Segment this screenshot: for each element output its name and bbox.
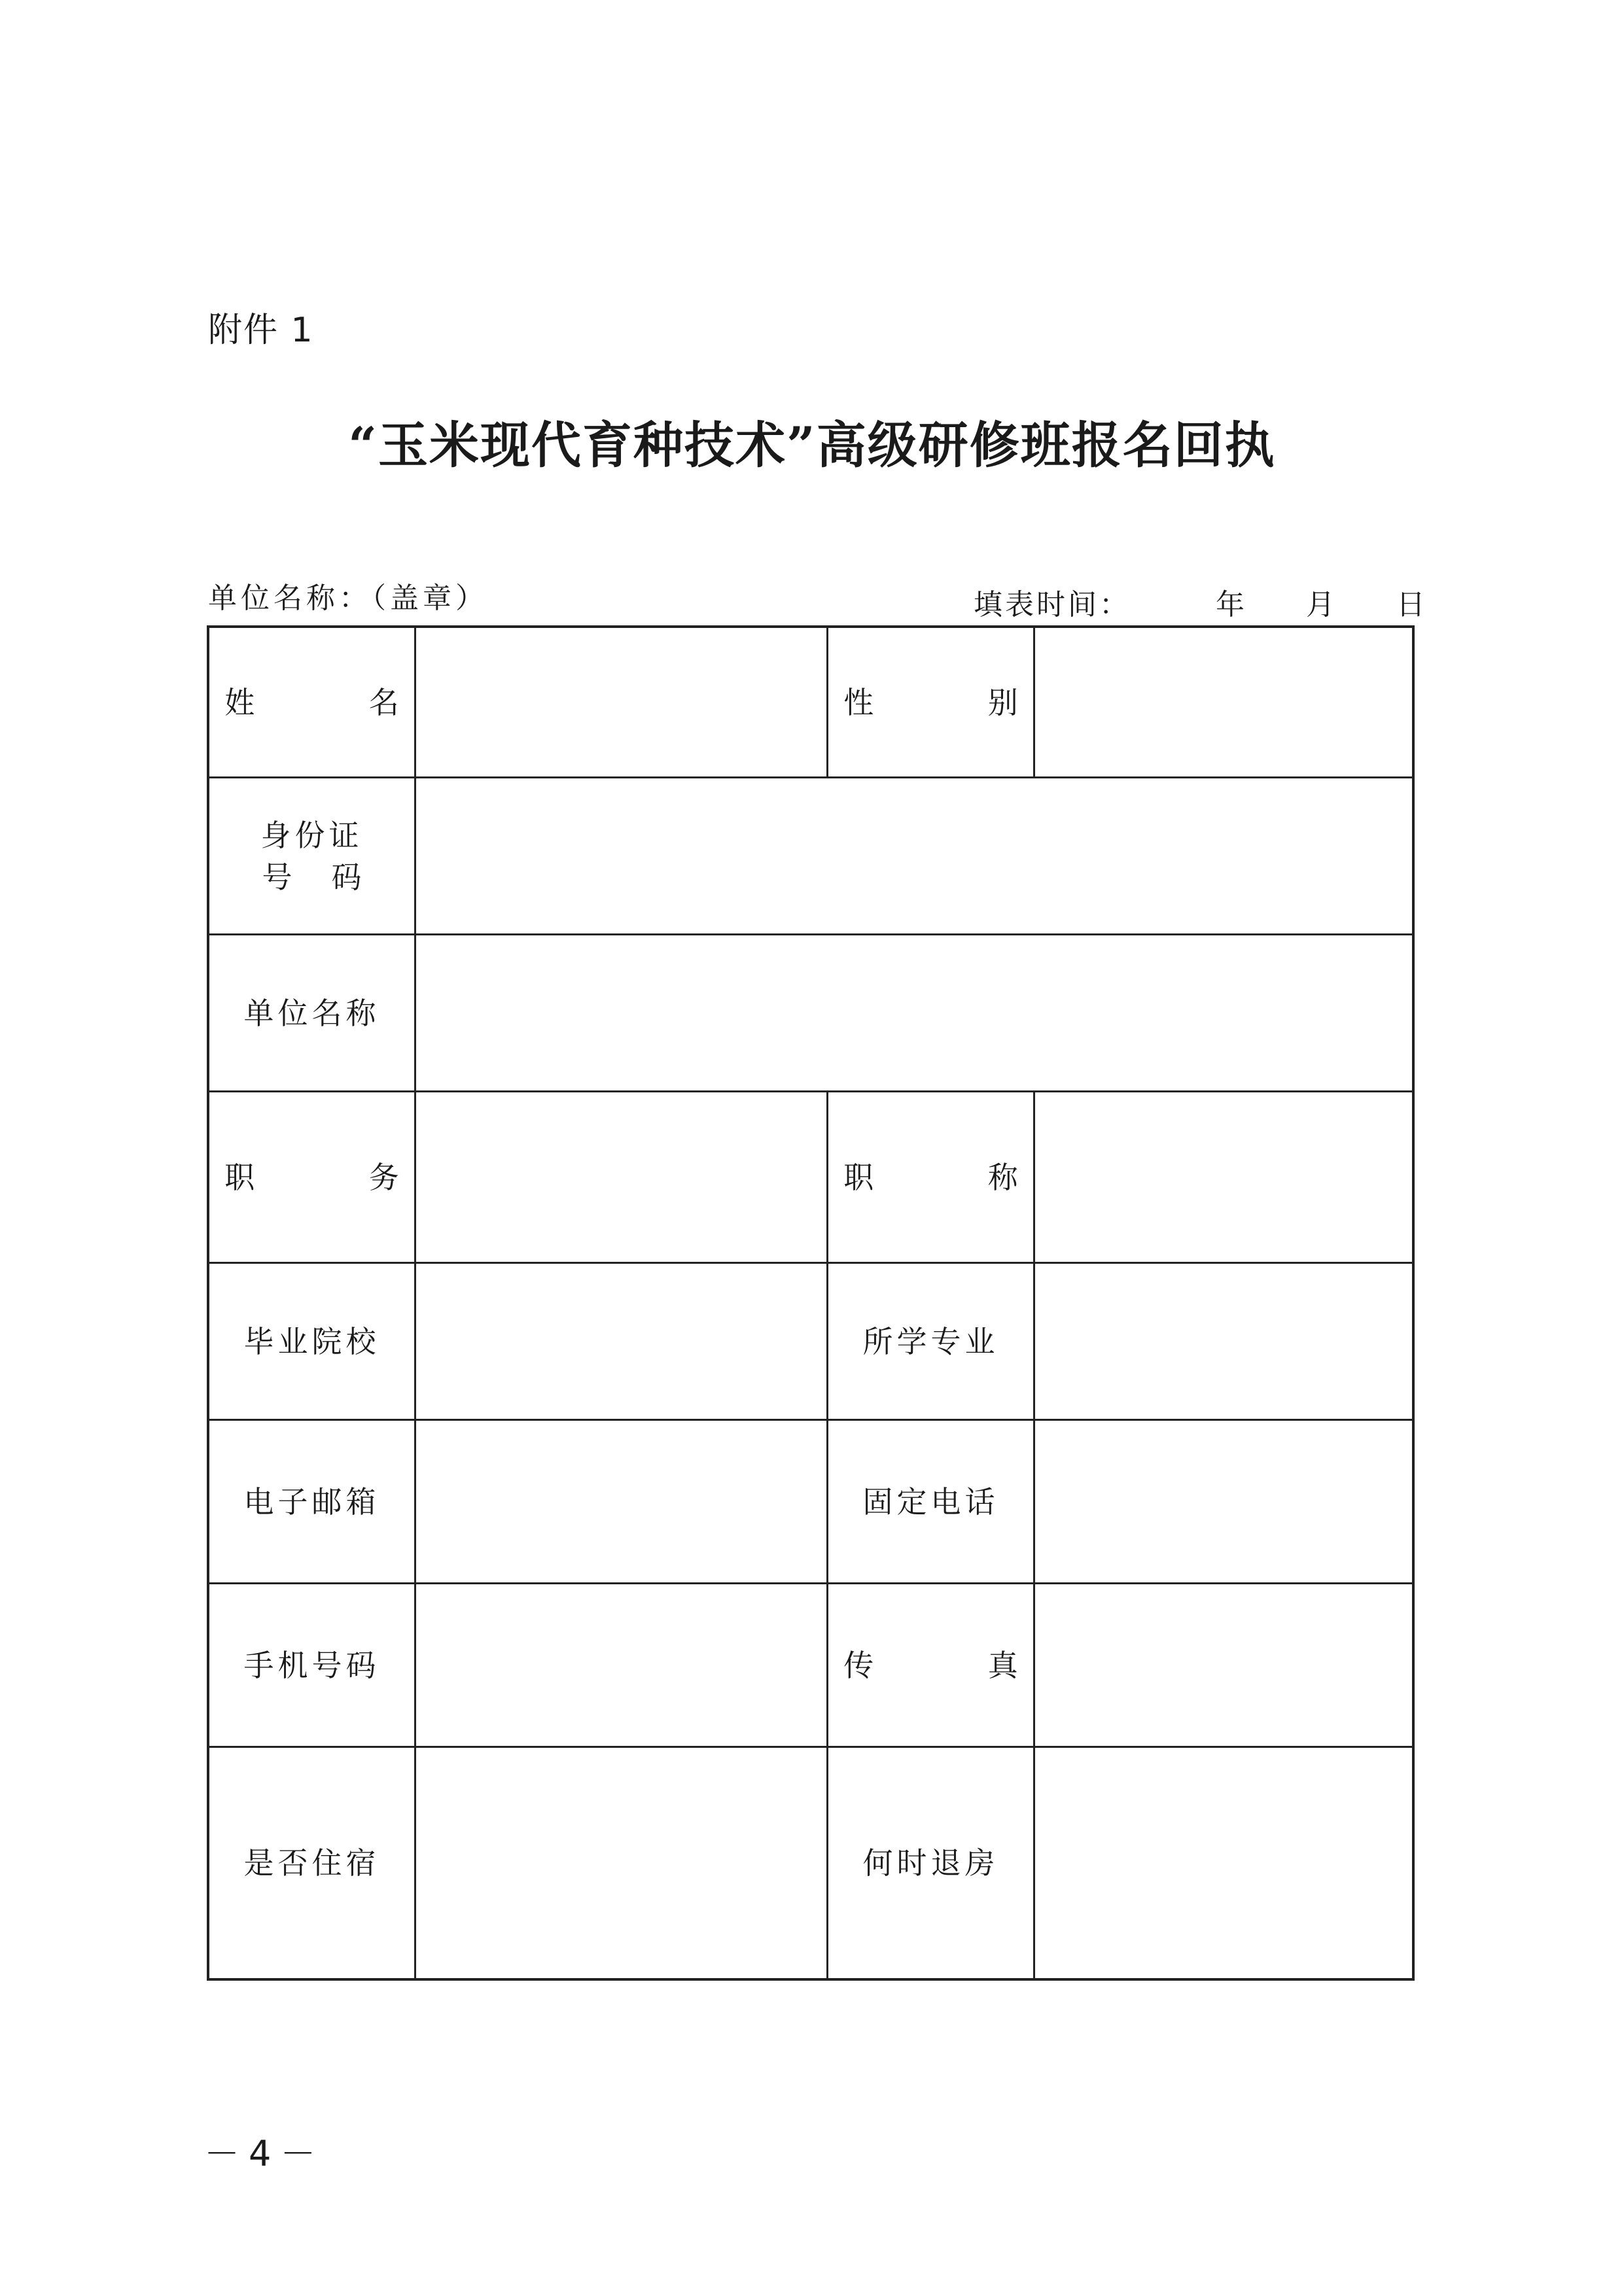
row-email-phone — [209, 1421, 1412, 1584]
form-title: “玉米现代育种技术”高级研修班报名回执 — [348, 416, 1276, 474]
fax-field[interactable] — [1035, 1584, 1412, 1746]
row-unit-name — [209, 935, 1412, 1092]
mobile-label: 手机号码 — [243, 1647, 380, 1683]
position-field[interactable] — [416, 1092, 828, 1262]
row-id-number — [209, 778, 1412, 935]
checkout-label: 何时退房 — [862, 1845, 999, 1881]
name-label-cell — [209, 628, 451, 776]
landline-field[interactable] — [1035, 1421, 1412, 1582]
fill-date — [974, 581, 1428, 623]
mobile-field[interactable] — [416, 1584, 828, 1746]
school-label: 毕业院校 — [243, 1323, 380, 1359]
checkout-field[interactable] — [1035, 1748, 1412, 1978]
id-label-line2: 号码 — [262, 859, 401, 895]
landline-label: 固定电话 — [862, 1484, 999, 1520]
fill-date-label: 填表时间： — [974, 588, 1131, 621]
attachment-label: 附件 1 — [208, 311, 314, 350]
unit-name-field[interactable] — [416, 935, 1412, 1090]
day-label: 日 — [1396, 588, 1428, 621]
major-label-cell — [828, 1264, 1035, 1419]
row-position-title — [209, 1092, 1412, 1264]
name-label: 姓 名 — [224, 684, 451, 720]
id-number-label — [260, 814, 401, 898]
unit-label-cell — [209, 935, 416, 1090]
major-field[interactable] — [1035, 1264, 1412, 1419]
position-label-cell — [209, 1092, 451, 1262]
lodging-label-cell — [209, 1748, 416, 1978]
gender-field[interactable] — [1035, 628, 1412, 776]
email-field[interactable] — [416, 1421, 828, 1582]
email-label: 电子邮箱 — [243, 1484, 380, 1520]
gender-label: 性 别 — [843, 684, 1070, 720]
mobile-label-cell — [209, 1584, 416, 1746]
unit-name-label: 单位名称 — [243, 995, 380, 1031]
school-field[interactable] — [416, 1264, 828, 1419]
month-label: 月 — [1306, 588, 1337, 621]
id-label-cell — [209, 778, 416, 933]
id-label-line1: 身份证 — [260, 817, 363, 853]
fax-label: 传 真 — [843, 1647, 1070, 1683]
professional-title-field[interactable] — [1035, 1092, 1412, 1262]
registration-form-table — [207, 625, 1415, 1981]
email-label-cell — [209, 1421, 416, 1582]
row-school-major — [209, 1264, 1412, 1421]
row-name-gender — [209, 628, 1412, 778]
id-number-field[interactable] — [416, 778, 1412, 933]
name-field[interactable] — [416, 628, 828, 776]
professional-title-label: 职 称 — [843, 1159, 1070, 1195]
gender-label-cell — [828, 628, 1070, 776]
fax-label-cell — [828, 1584, 1070, 1746]
row-lodging-checkout — [209, 1748, 1412, 1978]
school-label-cell — [209, 1264, 416, 1419]
year-label: 年 — [1216, 588, 1247, 621]
lodging-label: 是否住宿 — [243, 1845, 380, 1881]
page-number: －4－ — [204, 2133, 325, 2174]
major-label: 所学专业 — [862, 1323, 999, 1359]
row-mobile-fax — [209, 1584, 1412, 1748]
checkout-label-cell — [828, 1748, 1035, 1978]
unit-seal-label: 单位名称：（盖章） — [208, 582, 488, 615]
lodging-field[interactable] — [416, 1748, 828, 1978]
title-label-cell — [828, 1092, 1070, 1262]
phone-label-cell — [828, 1421, 1035, 1582]
position-label: 职 务 — [224, 1159, 451, 1195]
